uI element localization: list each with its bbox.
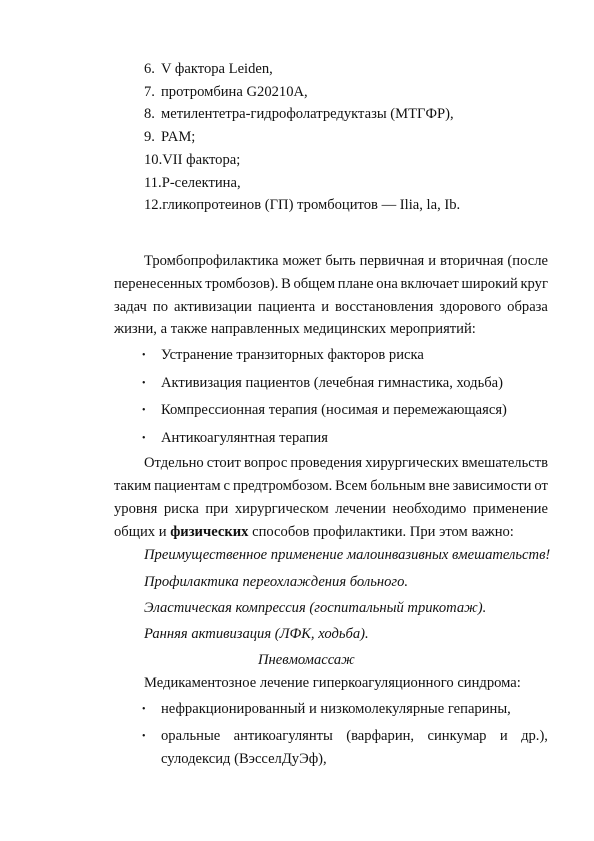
- word: проведения: [290, 455, 363, 471]
- bullet-icon: •: [142, 350, 146, 361]
- italic-item-elastic-compression: Эластическая компрессия (госпитальный трикотаж).: [144, 600, 487, 616]
- italic-item-hypothermia: Профилактика переохлаждения больного.: [144, 574, 409, 590]
- list-number: 9.: [144, 129, 155, 145]
- list-text: PAM;: [161, 129, 196, 145]
- bullet-icon: •: [142, 731, 146, 742]
- list-item-11: [144, 176, 241, 191]
- word: включает: [400, 276, 459, 292]
- italic-item-minimally-invasive: Преимущественное применение малоинвазивных вмешательств!: [144, 547, 551, 563]
- word: от: [534, 478, 548, 494]
- word: восстановления: [335, 299, 434, 315]
- word: В: [281, 276, 291, 292]
- word: др.),: [521, 728, 548, 744]
- word: и: [428, 253, 436, 269]
- word: активизации: [174, 299, 252, 315]
- bullet-item-heparins: нефракционированный и низкомолекулярные гепарины,: [161, 701, 511, 717]
- list-item-12: [144, 198, 460, 213]
- word: широкий: [461, 276, 518, 292]
- word: первичная: [359, 253, 425, 269]
- word: может: [282, 253, 322, 269]
- italic-item-pneumomassage: Пневмомассаж: [258, 652, 355, 668]
- word: оральные: [161, 728, 221, 744]
- bullet-icon: •: [142, 378, 146, 389]
- list-item-10: [144, 153, 240, 168]
- bullet-icon: •: [142, 433, 146, 444]
- bullet-icon: •: [142, 704, 146, 715]
- word: синкумар: [427, 728, 487, 744]
- list-text: гликопротеинов (ГП) тромбоцитов — Ilia, la, Ib.: [162, 197, 461, 213]
- word: перенесенных: [114, 276, 203, 292]
- word: больным: [370, 478, 426, 494]
- word: пациента: [257, 299, 316, 315]
- paragraph-1-line-4: жизни, а также направленных медицинских мероприятий:: [114, 321, 476, 337]
- word: таким: [114, 478, 152, 494]
- word: быть: [325, 253, 356, 269]
- bullet-item-compression: Компрессионная терапия (носимая и перемежающаяся): [161, 402, 507, 418]
- list-text: Р-селектина,: [161, 175, 241, 191]
- bullet-item-oral-anticoagulants-cont: сулодексид (ВэсселДуЭф),: [161, 751, 327, 767]
- list-number: 10.: [144, 152, 163, 168]
- word: риска: [163, 501, 199, 517]
- word: по: [152, 299, 169, 315]
- word: предтромбозом.: [232, 478, 333, 494]
- bold-text: физических: [170, 524, 249, 540]
- word: Тромбопрофилактика: [144, 253, 279, 269]
- word: стоит: [206, 455, 241, 471]
- list-item-6: [144, 62, 273, 77]
- word: общем: [293, 276, 336, 292]
- list-number: 11.: [144, 175, 162, 191]
- list-text: VII фактора;: [162, 152, 241, 168]
- list-item-7: [144, 85, 308, 100]
- list-text: протромбина G20210A,: [161, 84, 308, 100]
- word: плане: [337, 276, 374, 292]
- word: (варфарин,: [346, 728, 415, 744]
- word: образа: [507, 299, 548, 315]
- paragraph-2-line-1: [144, 456, 548, 471]
- word: задач: [114, 299, 147, 315]
- word: она: [376, 276, 398, 292]
- word: хирургических: [365, 455, 459, 471]
- bullet-item-oral-anticoagulants: [161, 729, 548, 744]
- word: применение: [472, 501, 548, 517]
- list-number: 8.: [144, 106, 155, 122]
- word: лечении: [335, 501, 386, 517]
- word: зависимости: [452, 478, 532, 494]
- word: вопрос: [243, 455, 288, 471]
- word: и: [499, 728, 508, 744]
- paragraph-2-line-3: [114, 502, 548, 517]
- word: вмешательств: [461, 455, 548, 471]
- word: вне: [428, 478, 450, 494]
- paragraph-2-line-4: [114, 525, 514, 540]
- text-run: способов профилактики. При этом важно:: [248, 524, 514, 540]
- paragraph-1-line-2: [114, 277, 548, 292]
- bullet-item-activation: Активизация пациентов (лечебная гимнастика, ходьба): [161, 375, 503, 391]
- word: с: [223, 478, 231, 494]
- word: хирургическом: [234, 501, 329, 517]
- word: и: [321, 299, 329, 315]
- bullet-item-risk-factors: Устранение транзиторных факторов риска: [161, 347, 424, 363]
- paragraph-2-line-2: [114, 479, 548, 494]
- list-text: метилентетра-гидрофолатредуктазы (МТГФР),: [161, 106, 454, 122]
- word: вторичная: [439, 253, 504, 269]
- word: здорового: [439, 299, 502, 315]
- word: тромбозов).: [205, 276, 279, 292]
- italic-item-early-activation: Ранняя активизация (ЛФК, ходьба).: [144, 626, 369, 642]
- bullet-icon: •: [142, 405, 146, 416]
- text-run: общих и: [114, 524, 171, 540]
- paragraph-1-line-3: [114, 300, 548, 315]
- paragraph-1-line-1: [144, 254, 548, 269]
- list-number: 6.: [144, 61, 155, 77]
- word: Отдельно: [144, 455, 204, 471]
- list-number: 7.: [144, 84, 155, 100]
- word: антикоагулянты: [233, 728, 333, 744]
- list-number: 12.: [144, 197, 163, 213]
- bullet-item-anticoagulant: Антикоагулянтная терапия: [161, 430, 328, 446]
- paragraph-3: Медикаментозное лечение гиперкоагуляционного синдрома:: [144, 675, 521, 691]
- word: пациентам: [154, 478, 221, 494]
- list-text: V фактора Leiden,: [161, 61, 273, 77]
- word: необходимо: [392, 501, 467, 517]
- list-item-9: [144, 130, 195, 145]
- word: Всем: [335, 478, 368, 494]
- list-item-8: [144, 107, 454, 122]
- word: при: [205, 501, 229, 517]
- word: уровня: [114, 501, 158, 517]
- word: (после: [507, 253, 548, 269]
- word: круг: [520, 276, 548, 292]
